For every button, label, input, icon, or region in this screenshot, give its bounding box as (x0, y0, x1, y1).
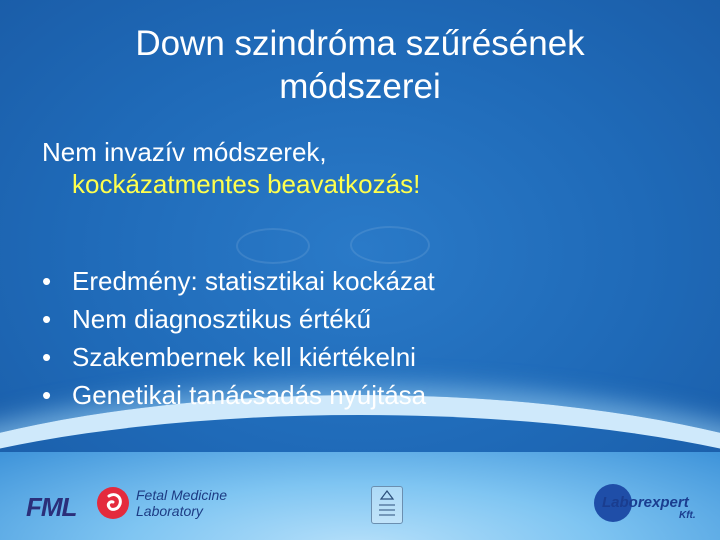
bullet-dot: • (42, 380, 52, 410)
background-eye-left (236, 228, 310, 264)
fml-logo (22, 484, 232, 524)
bullet-item (42, 376, 435, 414)
fetus-icon (97, 487, 129, 519)
tuv-certification-seal (371, 486, 403, 524)
bullet-dot: • (42, 342, 52, 372)
fml-logo-line-2: Laboratory (136, 503, 203, 519)
laborexpert-logo-name: Laborexpert (602, 494, 689, 511)
bullet-dot: • (42, 304, 52, 334)
bullet-item (42, 262, 435, 300)
laborexpert-logo (594, 482, 709, 524)
bullet-item (42, 338, 435, 376)
bullet-item (42, 300, 435, 338)
laborexpert-logo-suffix: Kft. (679, 510, 696, 521)
bullet-text: Genetikai tanácsadás nyújtása (72, 380, 427, 410)
bullet-text: Szakembernek kell kiértékelni (72, 342, 416, 372)
bullet-dot: • (42, 266, 52, 296)
bullet-text: Eredmény: statisztikai kockázat (72, 266, 435, 296)
slide-title: Down szindróma szűrésének módszerei (135, 24, 585, 106)
fml-logo-line-1: Fetal Medicine (136, 487, 228, 503)
intro-line-2-highlight: kockázatmentes beavatkozás! (72, 169, 421, 199)
intro-text (42, 136, 420, 200)
bullet-text: Nem diagnosztikus értékű (72, 304, 372, 334)
bullet-list (42, 262, 435, 414)
background-eye-right (350, 226, 430, 264)
intro-line-1: Nem invazív módszerek, (42, 137, 327, 167)
fml-logo-letters: FML (26, 492, 77, 522)
